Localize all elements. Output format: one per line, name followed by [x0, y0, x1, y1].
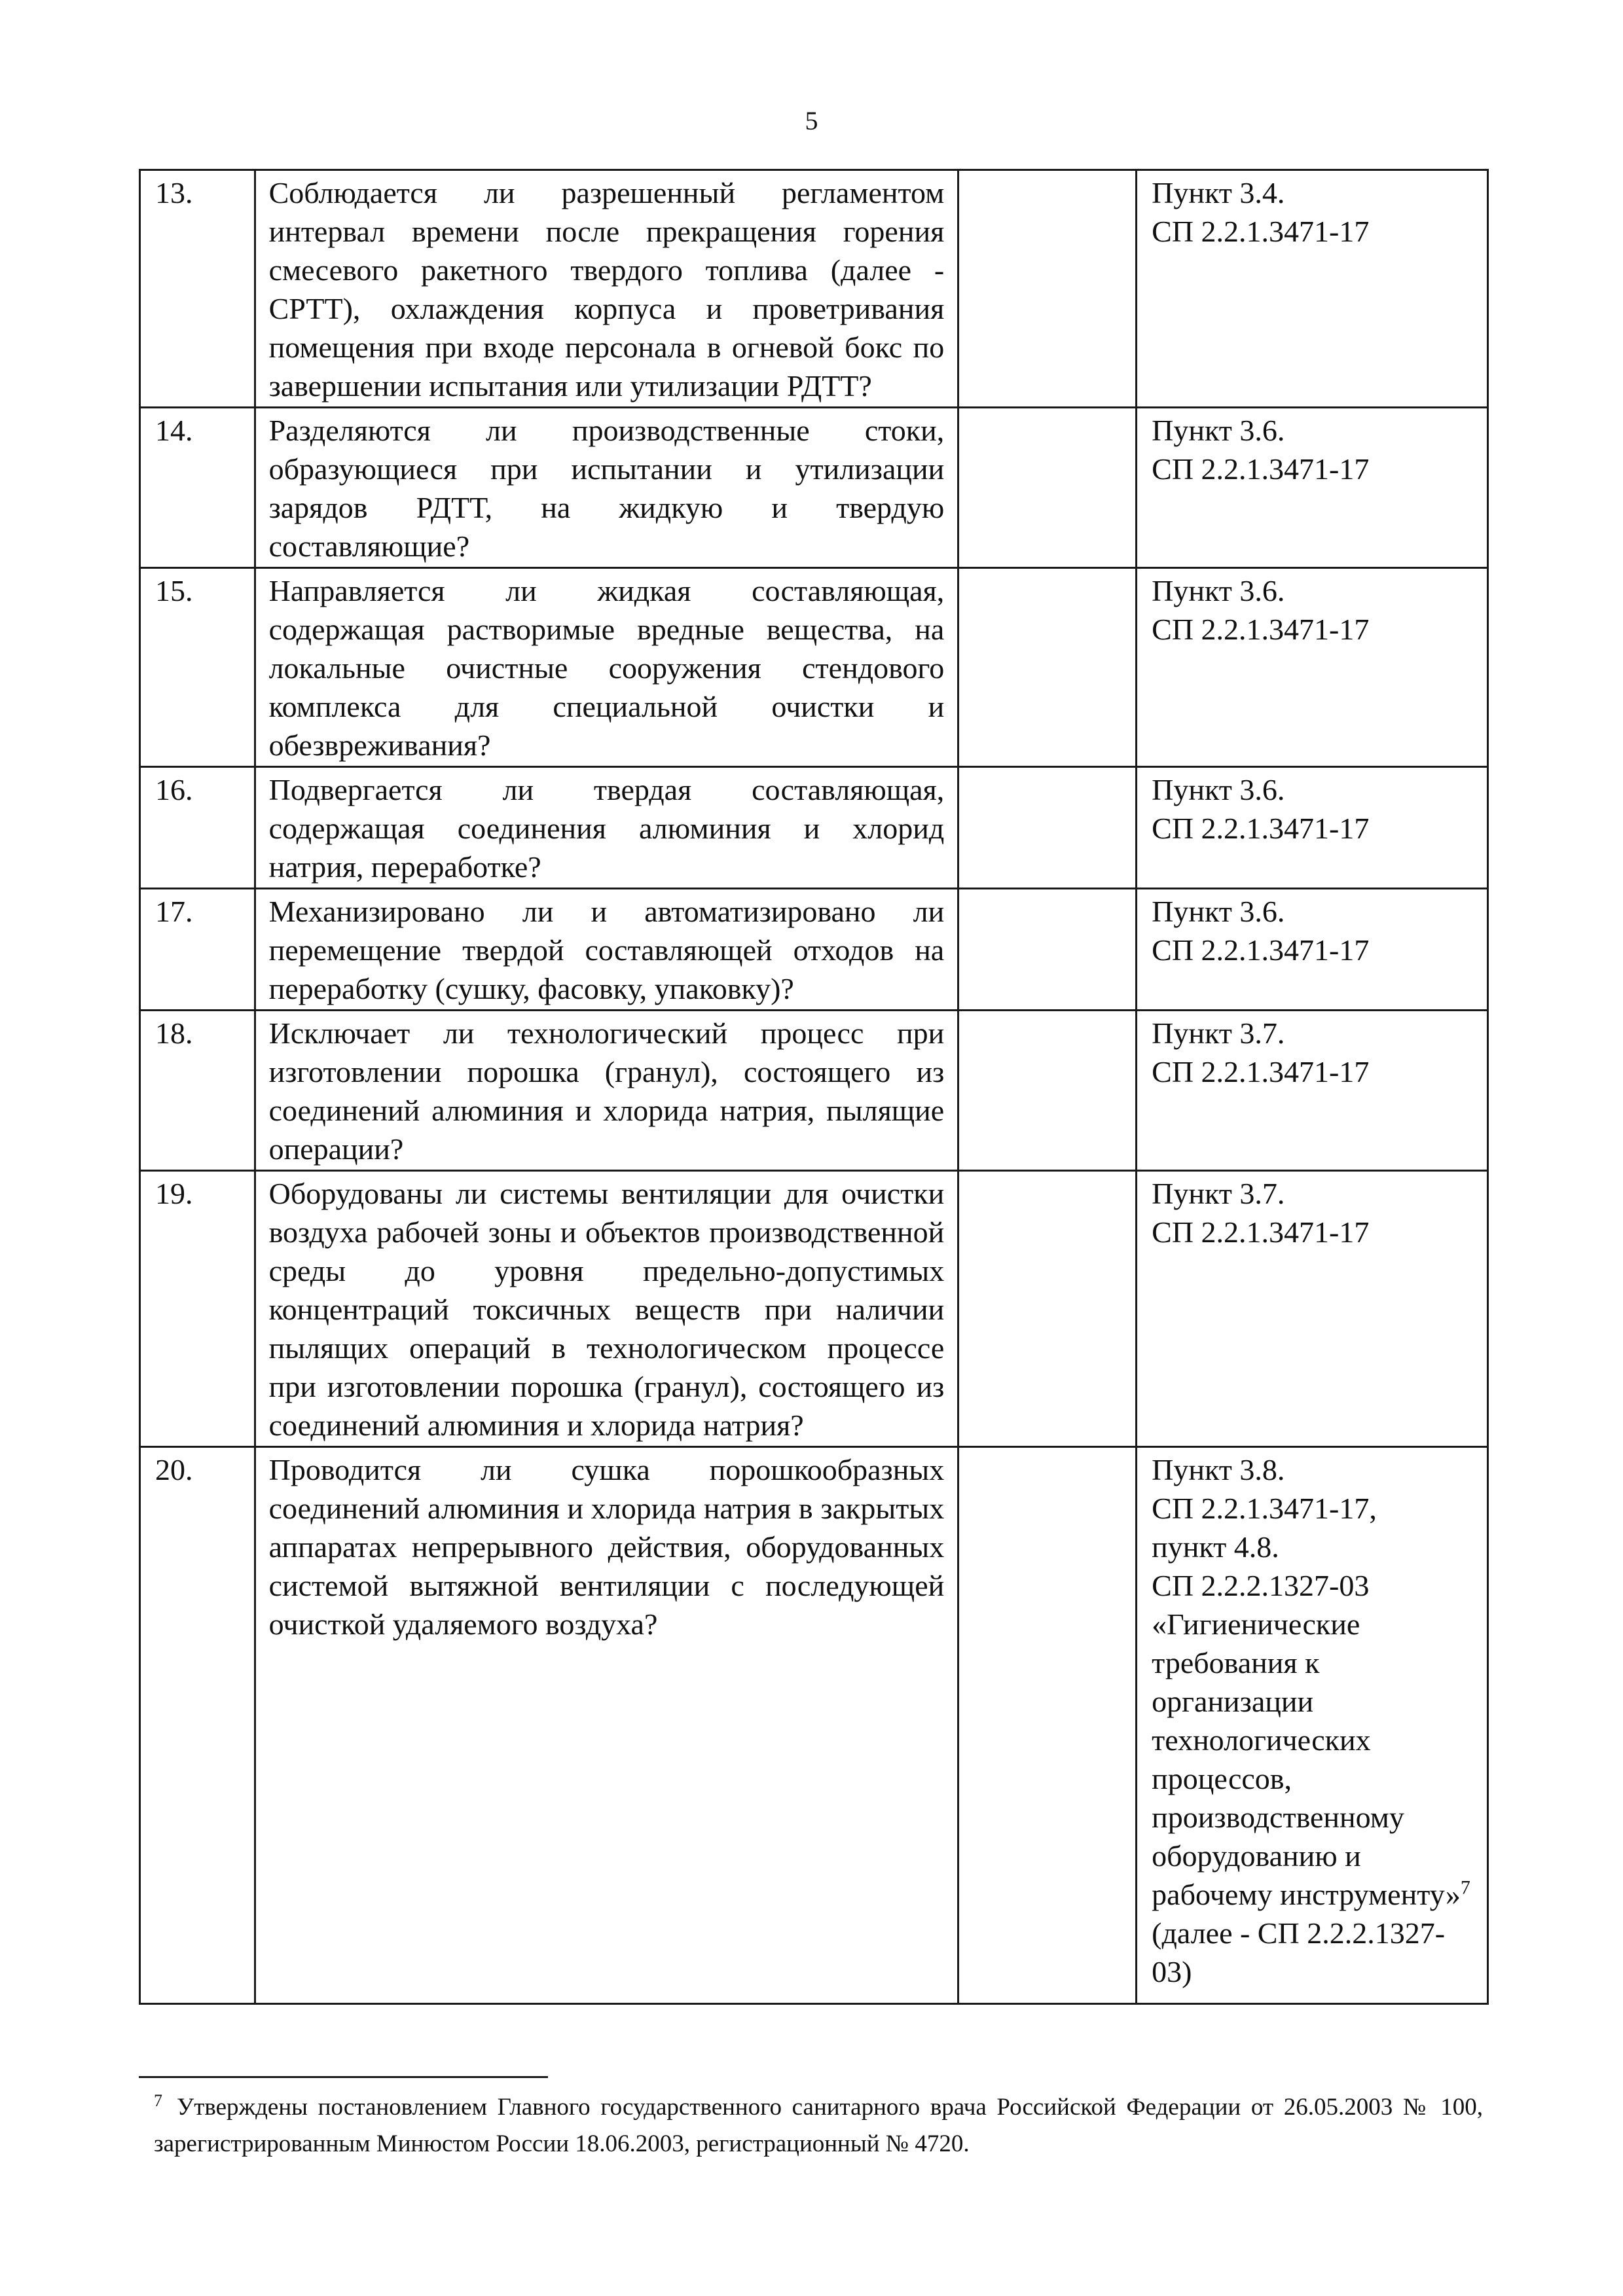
table-row — [140, 568, 1488, 767]
row-question: Оборудованы ли системы вентиляции для очистки воздуха рабочей зоны и объектов производственной среды до уровня предельно-допустимых концентраций токсичных веществ при наличии пылящих операций в технологическом процессе при изготовлении порошка (гранул), состоящего из соединений алюминия и хлорида натрия? — [255, 1171, 958, 1447]
row-reference — [1137, 767, 1488, 889]
row-number: 18. — [140, 1011, 255, 1171]
row-number: 19. — [140, 1171, 255, 1447]
reference-clause: Пункт 3.6. — [1152, 895, 1285, 928]
table-row — [140, 408, 1488, 568]
row-answer-cell — [958, 889, 1137, 1011]
table-row — [140, 170, 1488, 408]
row-answer-cell — [958, 1171, 1137, 1447]
row-reference — [1137, 568, 1488, 767]
row-question: Направляется ли жидкая составляющая, содержащая растворимые вредные вещества, на локальные очистные сооружения стендового комплекса для специальной очистки и обезвреживания? — [255, 568, 958, 767]
reference-document: СП 2.2.1.3471-17, — [1152, 1492, 1377, 1525]
reference-document-title: «Гигиенические требования к организации технологических процессов, производственному оборудованию и рабочему инструменту» — [1152, 1607, 1461, 1911]
row-reference — [1137, 408, 1488, 568]
row-number: 17. — [140, 889, 255, 1011]
checklist-table — [139, 169, 1489, 2005]
table-row — [140, 1447, 1488, 2004]
reference-document: СП 2.2.1.3471-17 — [1152, 1215, 1370, 1249]
table-row — [140, 767, 1488, 889]
row-reference — [1137, 889, 1488, 1011]
row-reference — [1137, 170, 1488, 408]
table-row — [140, 889, 1488, 1011]
reference-document: СП 2.2.1.3471-17 — [1152, 812, 1370, 845]
reference-document: СП 2.2.2.1327-03 — [1152, 1569, 1370, 1602]
row-reference — [1137, 1011, 1488, 1171]
table-row — [140, 1011, 1488, 1171]
row-question: Проводится ли сушка порошкообразных соединений алюминия и хлорида натрия в закрытых аппаратах непрерывного действия, оборудованных системой вытяжной вентиляции с последующей очисткой удаляемого воздуха? — [255, 1447, 958, 2004]
row-reference — [1137, 1171, 1488, 1447]
row-number: 20. — [140, 1447, 255, 2004]
row-number: 15. — [140, 568, 255, 767]
row-number: 16. — [140, 767, 255, 889]
row-question: Исключает ли технологический процесс при изготовлении порошка (гранул), состоящего из соединений алюминия и хлорида натрия, пылящие операции? — [255, 1011, 958, 1171]
row-question: Разделяются ли производственные стоки, образующиеся при испытании и утилизации зарядов РДТТ, на жидкую и твердую составляющие? — [255, 408, 958, 568]
reference-clause: Пункт 3.8. — [1152, 1453, 1285, 1486]
reference-clause: Пункт 3.4. — [1152, 176, 1285, 209]
table-row — [140, 1171, 1488, 1447]
row-answer-cell — [958, 408, 1137, 568]
footnote-text: Утверждены постановлением Главного государственного санитарного врача Российской Федерации от 26.05.2003 № 100, зарегистрированным Минюстом России 18.06.2003, регистрационный № 4720. — [154, 2094, 1483, 2157]
footnote-reference-mark[interactable]: 7 — [1460, 1876, 1470, 1899]
reference-clause: пункт 4.8. — [1152, 1530, 1279, 1564]
reference-clause: Пункт 3.7. — [1152, 1177, 1285, 1210]
row-reference — [1137, 1447, 1488, 2004]
reference-clause: Пункт 3.7. — [1152, 1016, 1285, 1050]
reference-document: СП 2.2.1.3471-17 — [1152, 613, 1370, 646]
reference-document: СП 2.2.1.3471-17 — [1152, 215, 1370, 248]
row-answer-cell — [958, 1447, 1137, 2004]
row-answer-cell — [958, 170, 1137, 408]
reference-clause: Пункт 3.6. — [1152, 773, 1285, 806]
footnote-separator — [139, 2076, 548, 2078]
row-question: Механизировано ли и автоматизировано ли перемещение твердой составляющей отходов на переработку (сушку, фасовку, упаковку)? — [255, 889, 958, 1011]
page-number: 5 — [805, 106, 818, 135]
reference-clause: Пункт 3.6. — [1152, 574, 1285, 607]
reference-clause: Пункт 3.6. — [1152, 414, 1285, 447]
row-answer-cell — [958, 767, 1137, 889]
footnote — [154, 2089, 1483, 2162]
row-answer-cell — [958, 1011, 1137, 1171]
reference-document: СП 2.2.1.3471-17 — [1152, 933, 1370, 967]
row-question: Соблюдается ли разрешенный регламентом интервал времени после прекращения горения смесевого ракетного твердого топлива (далее - СРТТ), охлаждения корпуса и проветривания помещения при входе персонала в огневой бокс по завершении испытания или утилизации РДТТ? — [255, 170, 958, 408]
reference-document: СП 2.2.1.3471-17 — [1152, 452, 1370, 486]
row-number: 13. — [140, 170, 255, 408]
row-answer-cell — [958, 568, 1137, 767]
reference-document: СП 2.2.1.3471-17 — [1152, 1055, 1370, 1088]
row-question: Подвергается ли твердая составляющая, содержащая соединения алюминия и хлорид натрия, переработке? — [255, 767, 958, 889]
row-number: 14. — [140, 408, 255, 568]
reference-document-alias: (далее - СП 2.2.2.1327-03) — [1152, 1916, 1446, 1988]
footnote-mark: 7 — [154, 2090, 162, 2110]
